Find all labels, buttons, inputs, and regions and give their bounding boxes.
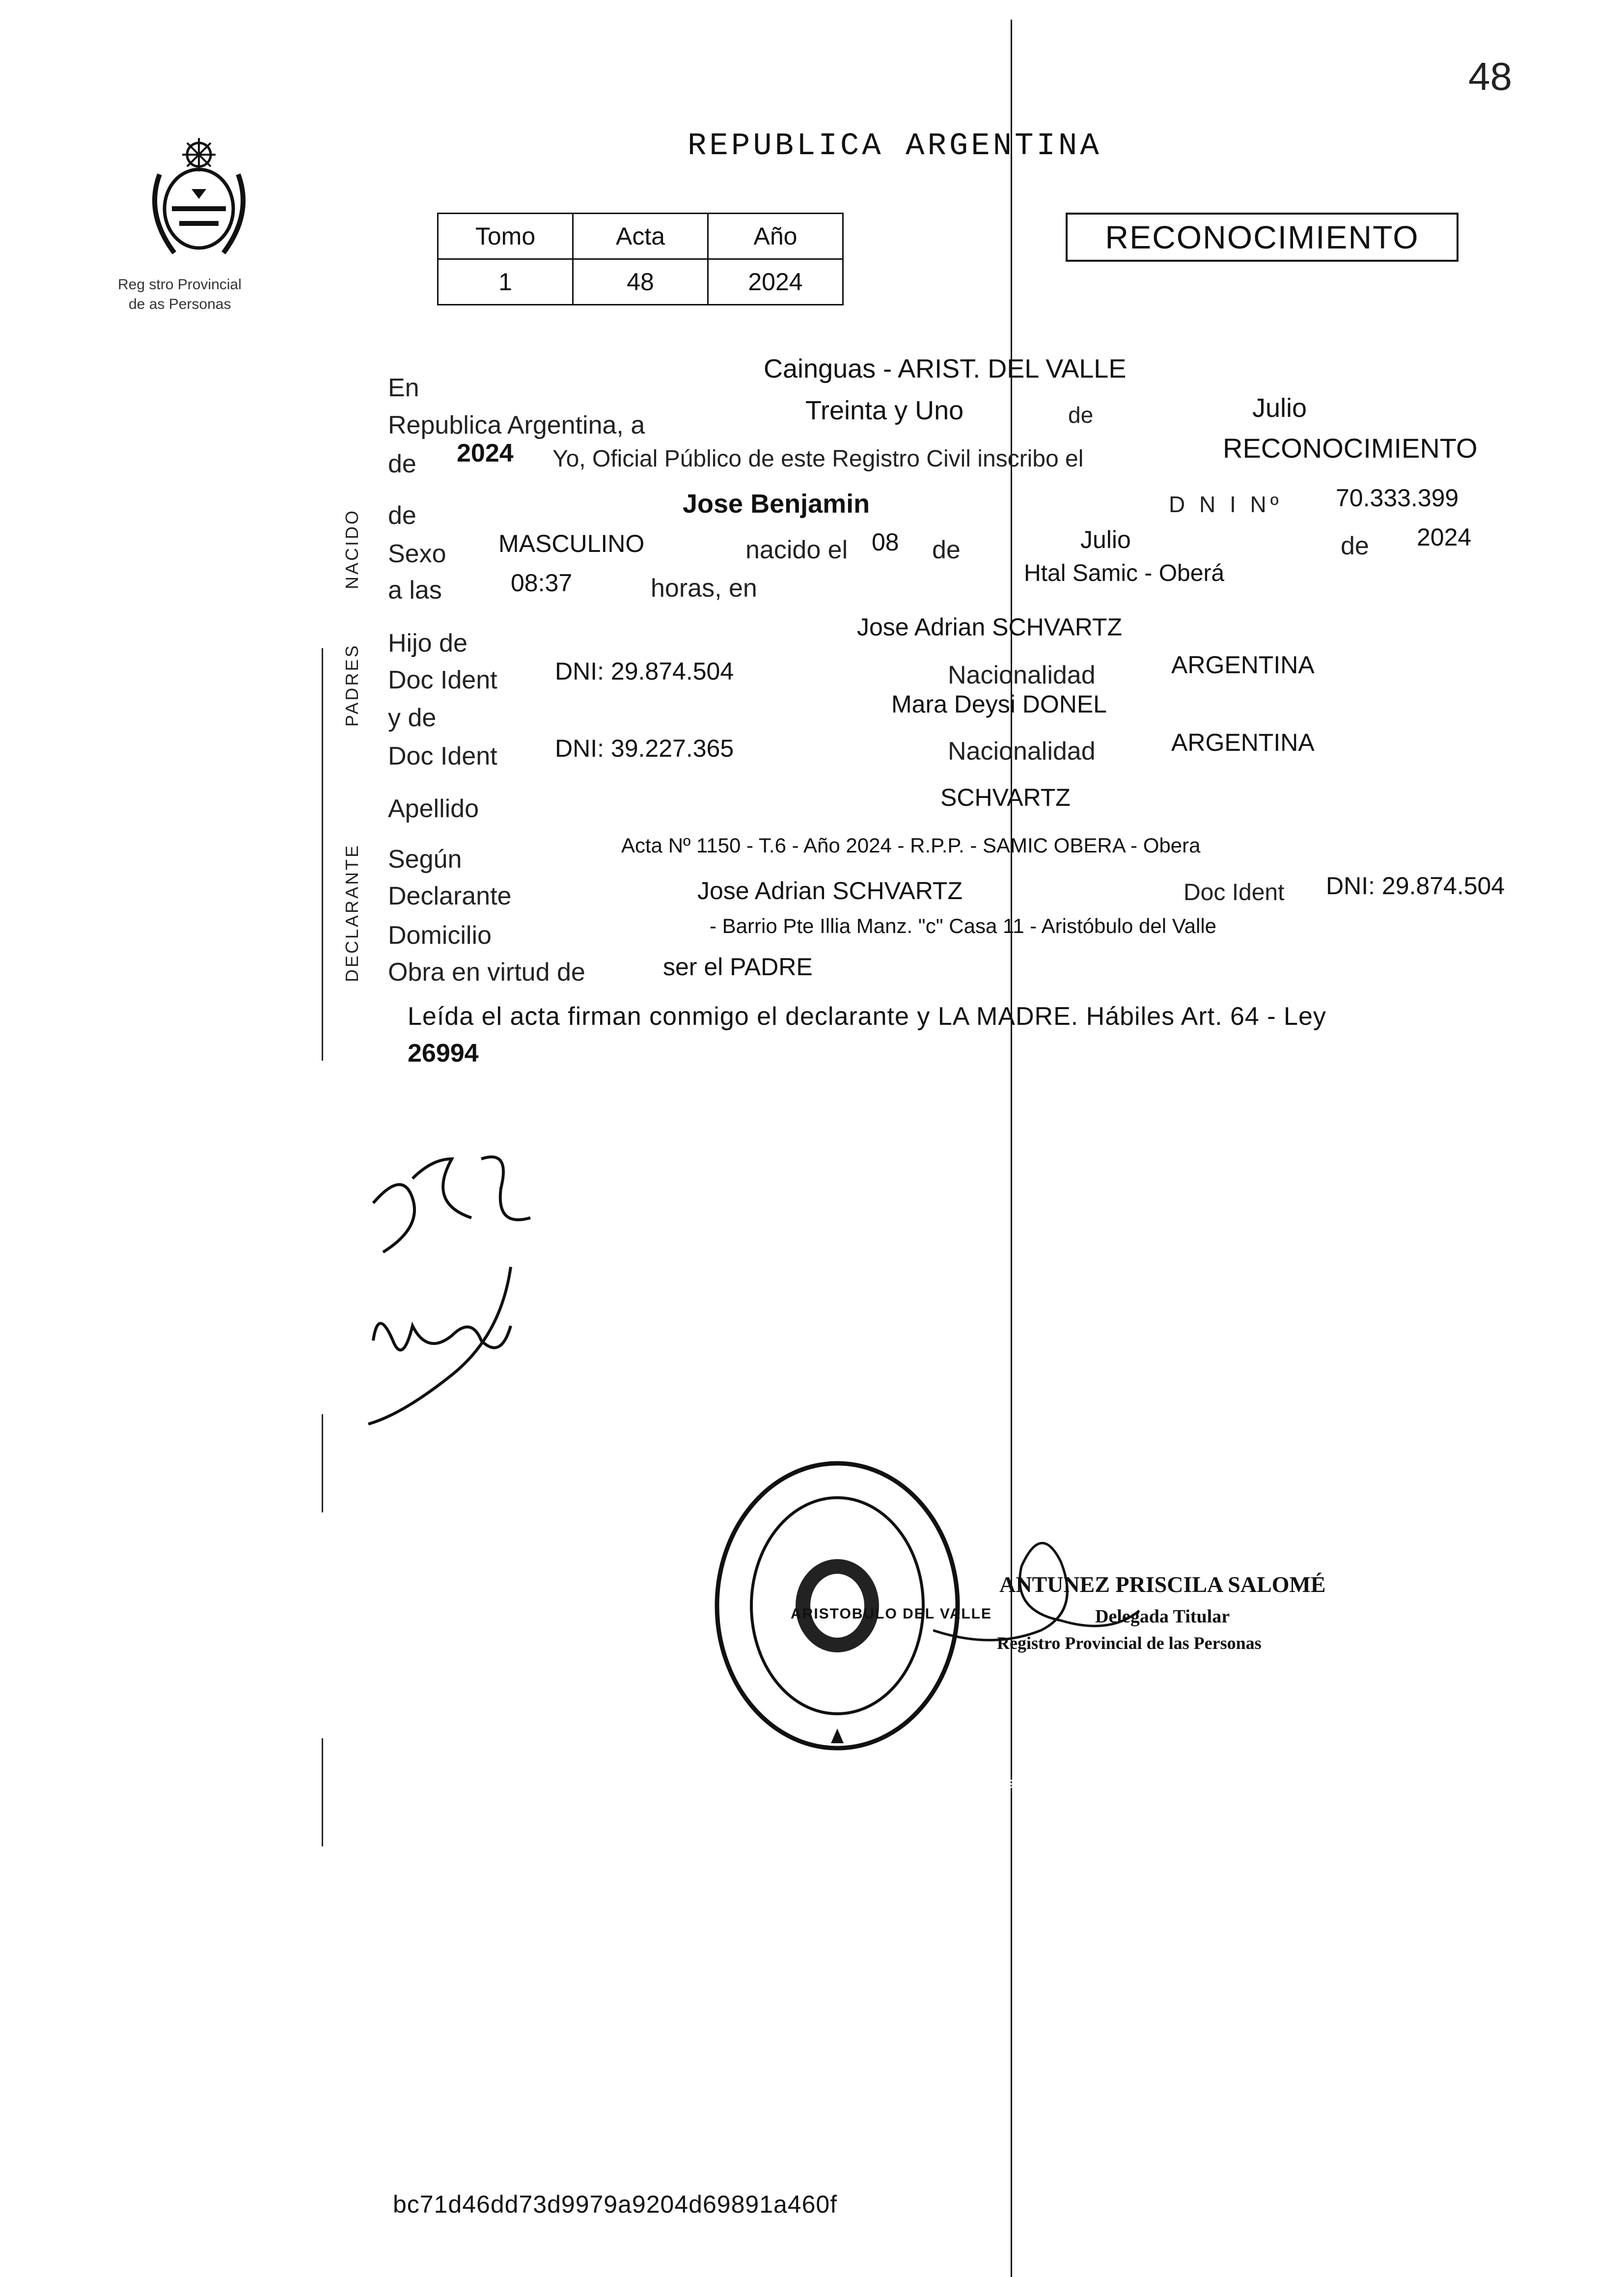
- label-declarante: Declarante: [388, 882, 512, 910]
- declarant-signature: [354, 1129, 579, 1434]
- value-padre-dni: DNI: 29.874.504: [555, 658, 734, 685]
- label-nacionalidad: Nacionalidad: [948, 661, 1096, 689]
- closing-statement-law: 26994: [408, 1039, 479, 1068]
- label-domicilio: Domicilio: [388, 921, 492, 950]
- label-apellido: Apellido: [388, 795, 479, 823]
- label-y-de: y de: [388, 704, 437, 732]
- margin-rule: [322, 648, 323, 1061]
- value-lugar: Cainguas - ARIST. DEL VALLE: [764, 354, 1127, 384]
- crest-emblem-icon: [125, 115, 273, 273]
- label-hijo-de: Hijo de: [388, 629, 468, 658]
- label-doc-ident: Doc Ident: [388, 742, 497, 770]
- value-padre-nacionalidad: ARGENTINA: [1171, 651, 1315, 679]
- margin-rule: [322, 1414, 323, 1512]
- side-label-nacido: NACIDO: [342, 508, 362, 589]
- value-apellido: SCHVARTZ: [940, 784, 1071, 811]
- value-madre: Mara Deysi DONEL: [891, 690, 1107, 718]
- label-doc-ident: Doc Ident: [1184, 879, 1285, 905]
- value-segun: Acta Nº 1150 - T.6 - Año 2024 - R.P.P. - SAMIC OBERA - Obera: [621, 834, 1201, 857]
- value-obra: ser el PADRE: [663, 953, 813, 981]
- value-mes: Julio: [1252, 393, 1307, 423]
- value-domicilio: - Barrio Pte Illia Manz. "c" Casa 11 - Aristóbulo del Valle: [710, 914, 1217, 937]
- register-value: 2024: [708, 259, 843, 305]
- label-de-month: de: [1068, 402, 1094, 428]
- margin-rule: [322, 1738, 323, 1846]
- stamp-inner-text: ARISTOBULO DEL VALLE: [791, 1606, 992, 1622]
- value-anio-nac: 2024: [1417, 523, 1472, 551]
- official-title: Delegada Titular: [1095, 1606, 1230, 1627]
- register-header: Acta: [573, 214, 708, 259]
- value-anio: 2024: [457, 439, 514, 467]
- provincial-crest: [125, 115, 273, 273]
- stamp-ring-label: DELEGACION DEL REGISTRO PROVINCIAL DE LAS PERSONAS: [722, 1778, 1084, 1791]
- label-nacido: nacido el: [745, 536, 848, 564]
- value-declarante-dni: DNI: 29.874.504: [1326, 872, 1505, 900]
- label-en: En: [388, 374, 419, 402]
- register-value: 1: [438, 259, 573, 305]
- label-de: de: [388, 450, 416, 478]
- label-doc-ident: Doc Ident: [388, 666, 497, 694]
- crest-caption: Reg stro Provincial: [118, 276, 242, 293]
- closing-statement: Leída el acta firman conmigo el declarante y LA MADRE. Hábiles Art. 64 - Ley: [408, 1002, 1326, 1031]
- value-nombre: Jose Benjamin: [683, 489, 870, 519]
- declarant-signature-icon: [354, 1129, 579, 1434]
- value-dia-nac: 08: [872, 528, 899, 556]
- side-label-padres: PADRES: [342, 643, 362, 727]
- label-segun: Según: [388, 845, 462, 874]
- document-title: REPUBLICA ARGENTINA: [688, 129, 1102, 164]
- label-oficial: Yo, Oficial Público de este Registro Civil inscribo el: [552, 446, 1084, 472]
- official-office: Registro Provincial de las Personas: [997, 1633, 1262, 1653]
- value-declarante: Jose Adrian SCHVARTZ: [697, 877, 963, 905]
- label-dni: D N I Nº: [1169, 492, 1283, 517]
- register-table: [437, 213, 844, 305]
- label-de: de: [388, 501, 416, 530]
- label-nacionalidad: Nacionalidad: [948, 737, 1096, 766]
- value-madre-nacionalidad: ARGENTINA: [1171, 729, 1315, 756]
- value-padre: Jose Adrian SCHVARTZ: [857, 613, 1123, 641]
- value-dia: Treinta y Uno: [805, 396, 964, 425]
- register-value: 48: [573, 259, 708, 305]
- label-sexo: Sexo: [388, 540, 446, 568]
- label-horas: horas, en: [651, 574, 757, 603]
- label-republica: Republica Argentina, a: [388, 411, 645, 439]
- label-de: de: [932, 536, 961, 564]
- register-header: Año: [708, 214, 843, 259]
- crest-caption: de as Personas: [129, 296, 231, 312]
- page-number: 48: [1468, 55, 1512, 98]
- value-mes-nac: Julio: [1080, 526, 1131, 553]
- label-a-las: a las: [388, 576, 442, 604]
- side-label-declarante: DECLARANTE: [342, 843, 362, 982]
- register-header: Tomo: [438, 214, 573, 259]
- value-hora: 08:37: [511, 569, 573, 597]
- value-madre-dni: DNI: 39.227.365: [555, 735, 734, 762]
- document-type-box: RECONOCIMIENTO: [1066, 213, 1459, 262]
- value-tipo: RECONOCIMIENTO: [1223, 433, 1478, 464]
- value-dni: 70.333.399: [1336, 484, 1459, 512]
- value-lugar-nac: Htal Samic - Oberá: [1024, 560, 1225, 586]
- document-hash: bc71d46dd73d9979a9204d69891a460f: [393, 2191, 838, 2218]
- official-name: ANTUNEZ PRISCILA SALOMÉ: [999, 1572, 1326, 1597]
- label-de: de: [1341, 532, 1369, 560]
- value-sexo: MASCULINO: [498, 530, 645, 557]
- label-obra: Obra en virtud de: [388, 958, 585, 987]
